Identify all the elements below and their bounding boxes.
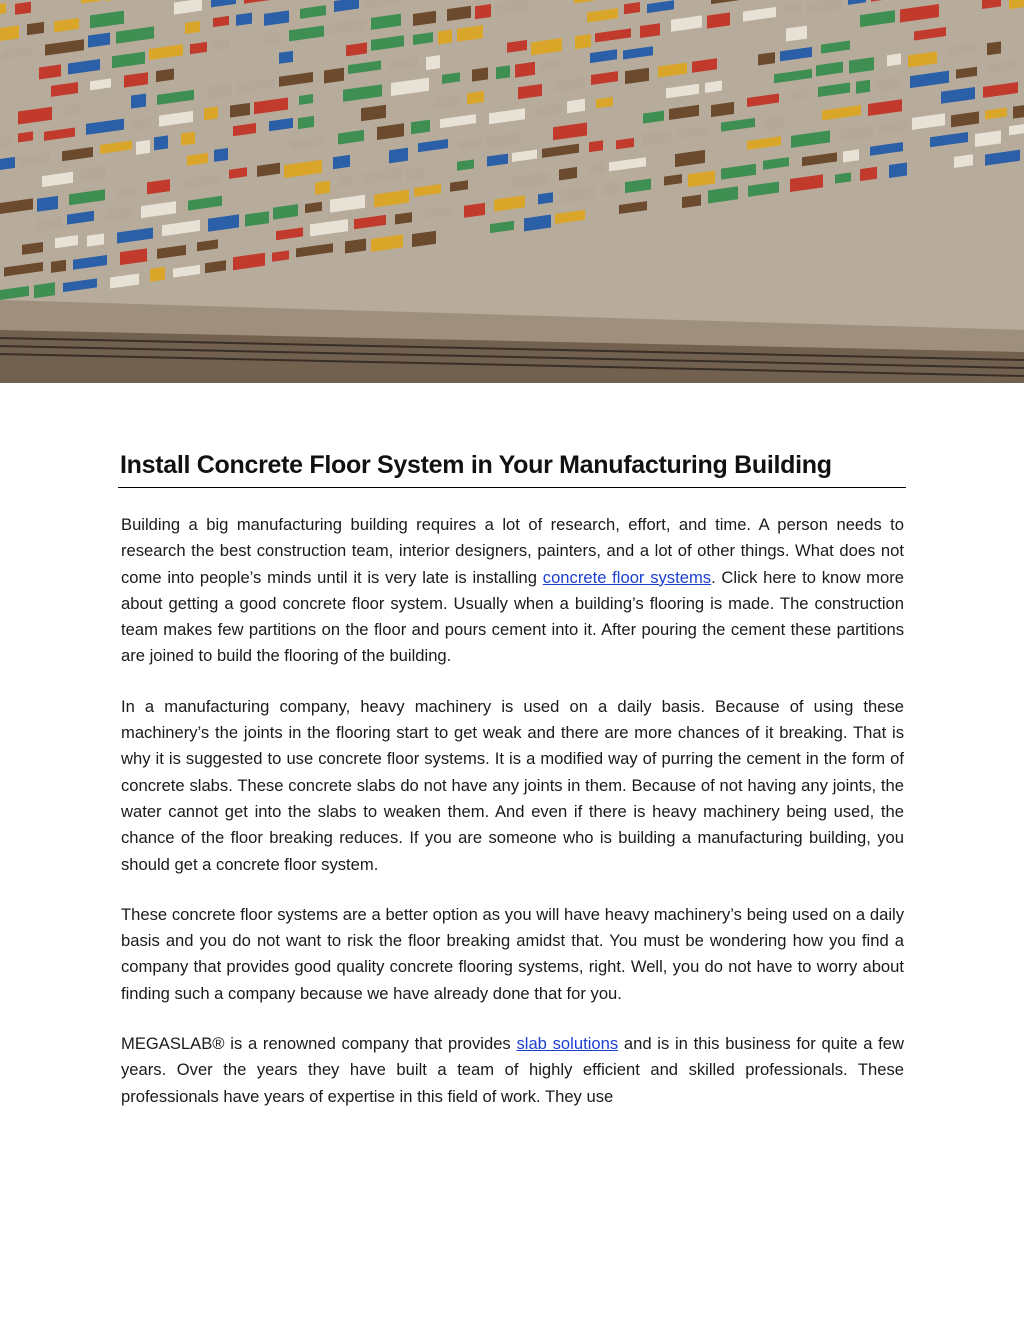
container-block	[589, 140, 603, 152]
container-block	[987, 41, 1001, 55]
paragraph-1	[121, 512, 904, 670]
container-block	[389, 148, 408, 164]
container-block	[236, 13, 252, 26]
paragraph-1-text-b: . Click here to know more about getting a good concrete floor system. Usually when a building’s flooring is made. The construction team makes few partitions on the floor and pours cement into it. After pouring the cement these partitions are joined to build the flooring of the building.	[121, 567, 904, 666]
container-block	[51, 260, 66, 273]
container-block	[575, 34, 591, 49]
title-underline	[118, 487, 906, 488]
paragraph-4-text-a: MEGASLAB® is a renowned company that provides	[121, 1034, 517, 1054]
container-block	[338, 176, 352, 188]
container-block	[887, 53, 901, 66]
paragraph-4	[121, 1031, 904, 1110]
container-block	[333, 155, 350, 169]
container-block	[538, 192, 553, 204]
container-block	[150, 267, 165, 282]
container-block	[136, 140, 150, 155]
container-block	[567, 99, 585, 114]
slab-solutions-link[interactable]: slab solutions	[516, 1034, 619, 1054]
container-block	[496, 65, 510, 79]
container-block	[279, 51, 293, 64]
container-block	[315, 181, 330, 195]
paragraph-1-text-a: Building a big manufacturing building requires a lot of research, effort, and time. A person needs to research the best construction team, interior designers, painters, and a lot of other things. What does not come into people’s minds until it is very late is installing	[121, 515, 904, 587]
container-block	[65, 103, 80, 116]
container-block	[889, 163, 907, 179]
container-block	[590, 162, 605, 174]
container-block	[472, 67, 488, 81]
page-title: Install Concrete Floor System in Your Manufacturing Building	[120, 451, 832, 479]
container-block	[860, 167, 877, 181]
container-block	[181, 132, 195, 146]
container-block	[856, 80, 870, 94]
container-block	[438, 29, 452, 44]
container-block	[154, 135, 168, 150]
container-block	[185, 21, 200, 34]
container-block	[15, 2, 31, 15]
container-block	[765, 116, 784, 132]
container-block	[298, 116, 314, 129]
container-block	[426, 55, 440, 70]
paragraph-2: In a manufacturing company, heavy machinery is used on a daily basis. Because of using these machinery’s the joints in the flooring start to get weak and there are more chances of it breaking. That is why it is suggested to use concrete floor systems. It is a modified way of purring the cement in the form of concrete slabs. These concrete slabs do not have any joints in them. Because of not having any joints, the water cannot get into the slabs to weaken them. And even if there is heavy machinery being used, the chance of the floor breaking reduces. If you are someone who is building a manufacturing building, you should get a concrete floor system.	[121, 696, 904, 874]
container-port-aerial-photo	[0, 0, 1024, 383]
container-block	[843, 149, 859, 162]
container-block	[131, 93, 146, 108]
container-block	[204, 106, 218, 120]
concrete-floor-systems-link[interactable]: concrete floor systems	[542, 567, 712, 587]
container-block	[214, 148, 228, 162]
container-block	[603, 181, 620, 196]
article-body	[121, 512, 904, 1134]
container-block	[475, 4, 491, 19]
hero-image	[0, 0, 1024, 383]
paragraph-3: These concrete floor systems are a better option as you will have heavy machinery’s being used on a daily basis and you do not want to risk the floor breaking amidst that. You must be wondering how you find a company that provides good quality concrete flooring systems, right. Well, you do not have to worry about finding such a company because we have already done that for you.	[121, 904, 904, 1003]
paragraph-4-text-b: and is in this business for quite a few years. Over the years they have built a team of highly efficient and skilled professionals. These professionals have years of expertise in this field of work. They use	[121, 1034, 905, 1106]
container-block	[263, 32, 279, 45]
